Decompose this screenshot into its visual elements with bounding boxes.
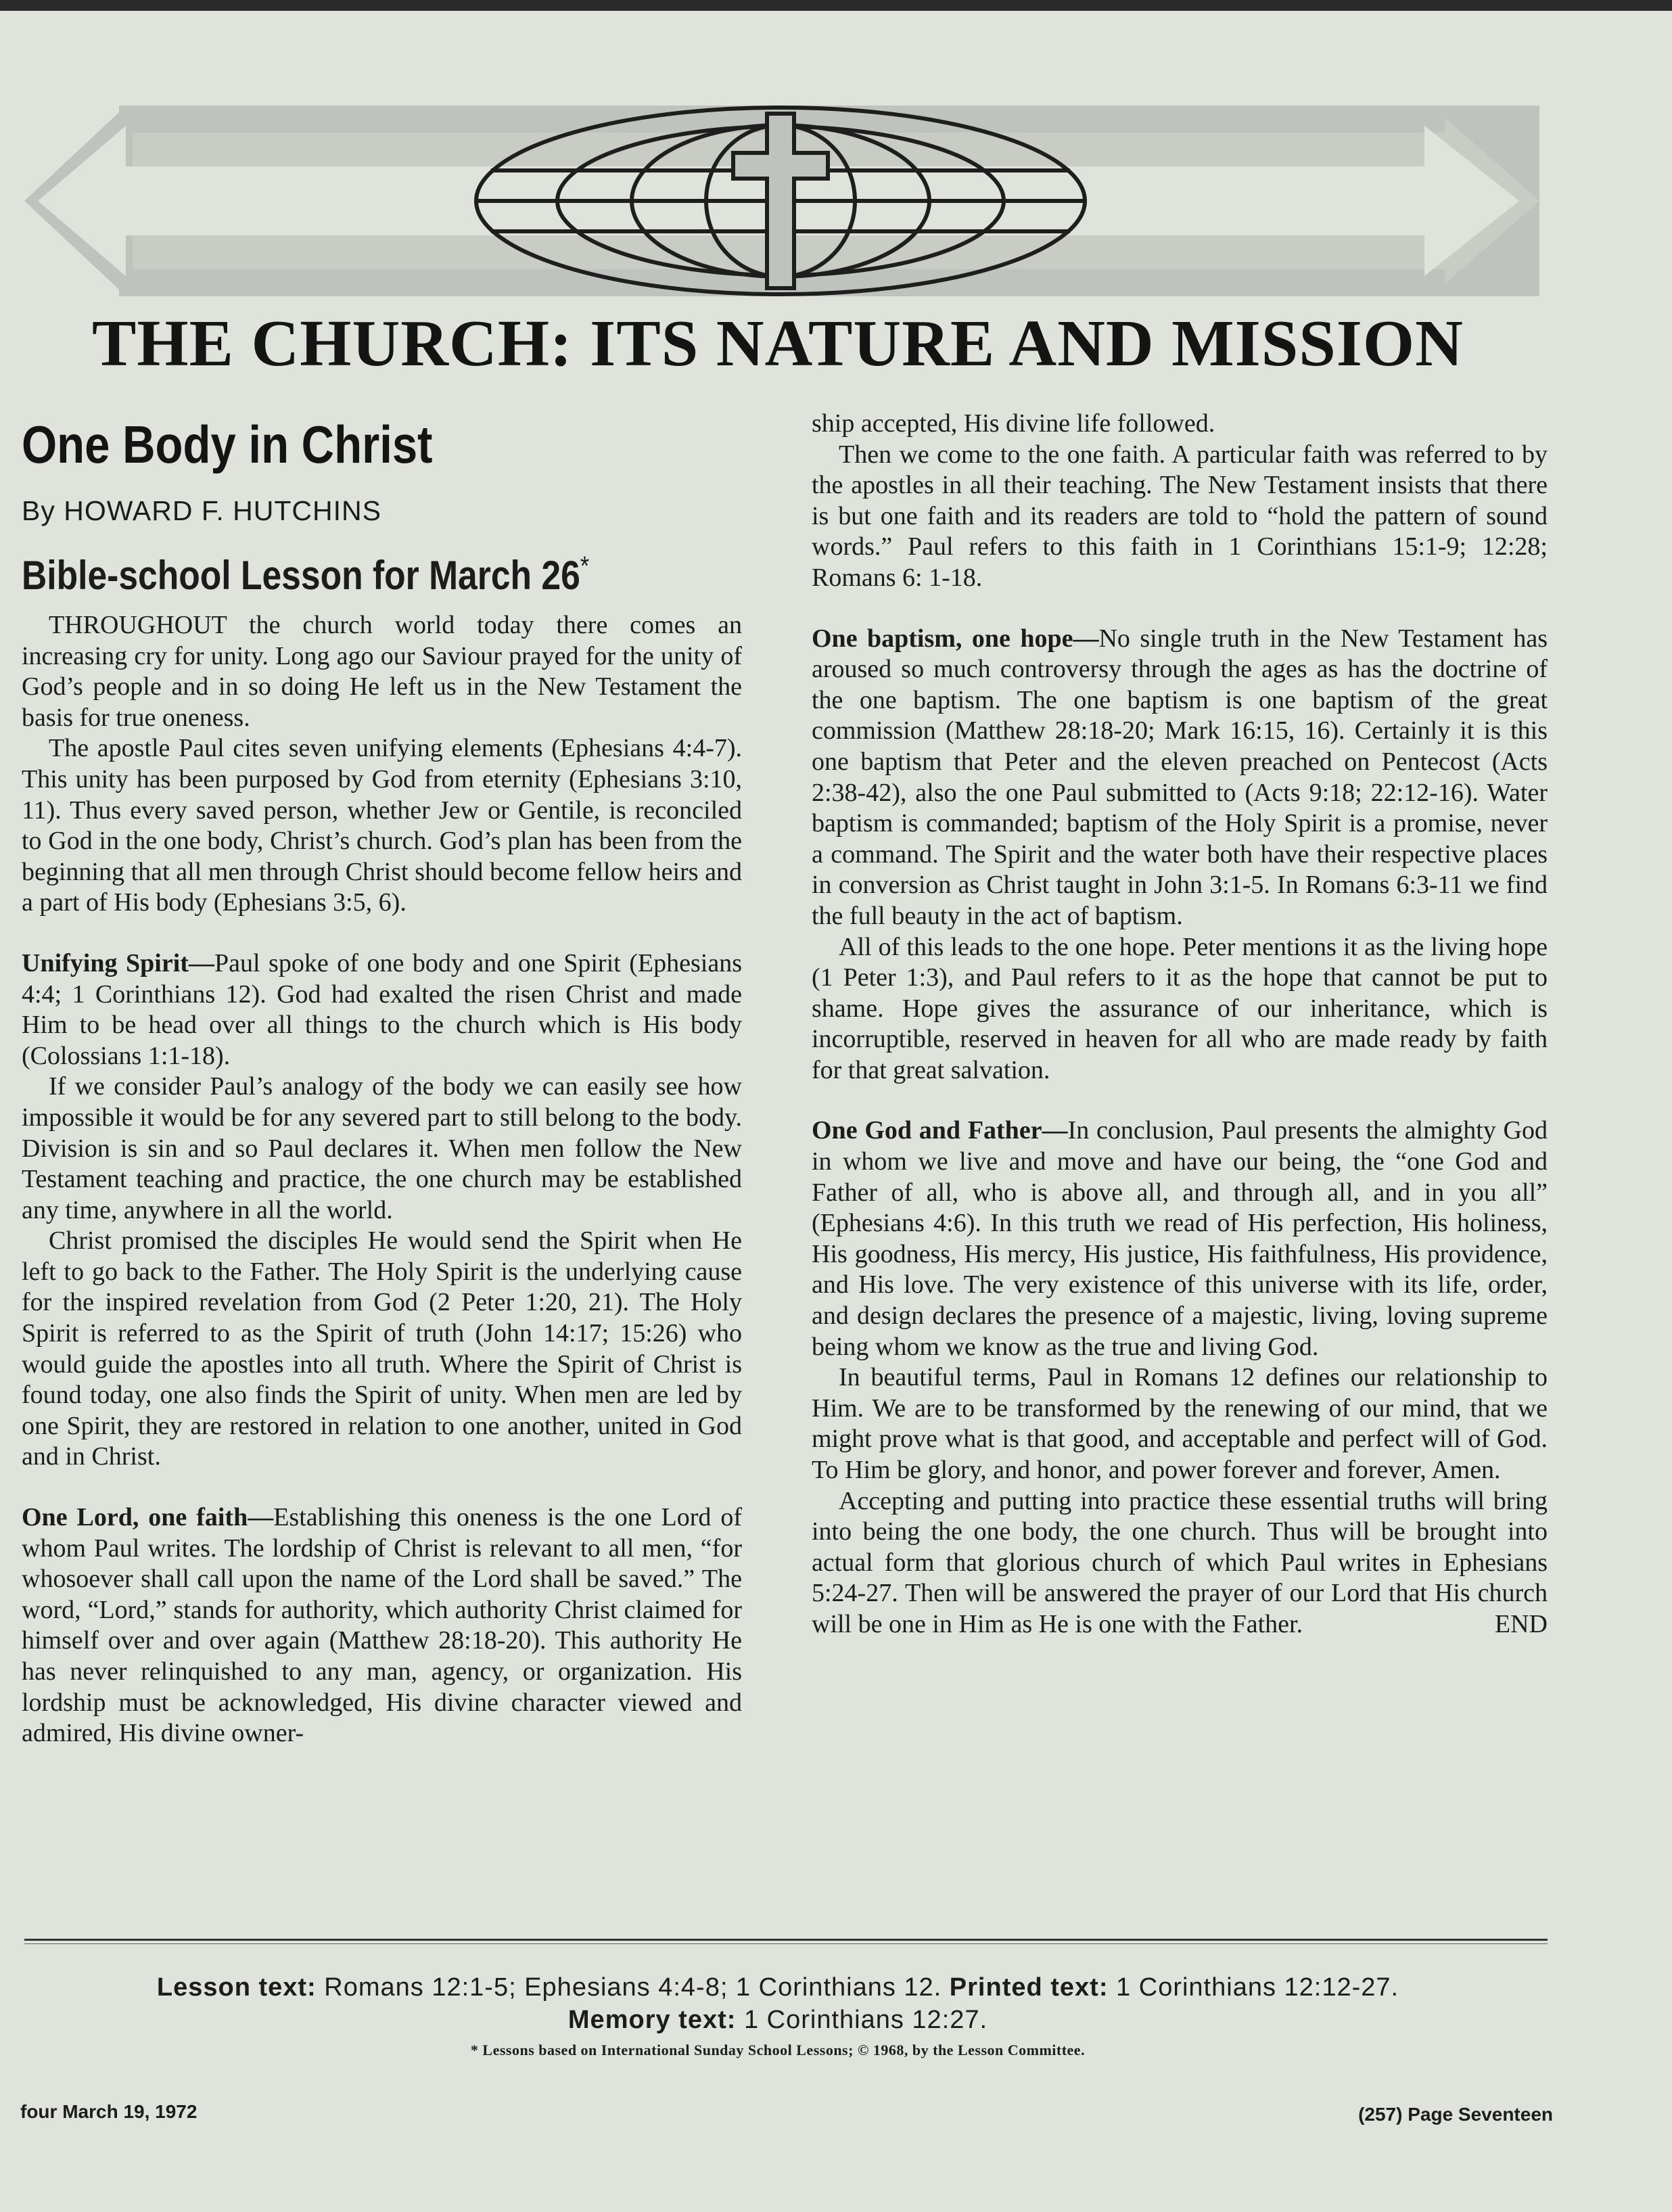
- section-heading: Unifying Spirit—: [22, 948, 214, 977]
- lesson-references: [0, 1971, 1556, 2036]
- closing-text: Accepting and putting into practice these essential truths will bring into being the one body, the one church. Thus will be brought into actual form that glorious church of which Paul writes in Ephesians 5:24-27. Then will be answered the prayer of our Lord that His church will be one in Him as He is one with the Father.: [812, 1486, 1548, 1638]
- page-headline: THE CHURCH: ITS NATURE AND MISSION: [92, 307, 1464, 380]
- printed-text-label: Printed text:: [949, 1973, 1109, 2002]
- folio-right: (257) Page Seventeen: [1358, 2104, 1553, 2125]
- article-title: One Body in Christ: [22, 415, 433, 474]
- article-column-right: [812, 409, 1548, 1640]
- section-lead: Paul spoke of one body and one Spirit (Ephesians 4:4; 1 Corinthians 12). God had exalted the risen Christ and made Him to be head over all things to the church which is His body (Colossians 1:1-18).: [22, 948, 742, 1070]
- closing-paragraph: [812, 1486, 1548, 1640]
- section-heading: One baptism, one hope—: [812, 624, 1099, 653]
- intro-paragraph: The apostle Paul cites seven unifying elements (Ephesians 4:4-7). This unity has been purposed by God from eternity (Ephesians 3:10, 11). Thus every saved person, whether Jew or Gentile, is reconciled to God in the one body, Christ’s church. God’s plan has been from the beginning that all men through Christ should become fellow heirs and a part of His body (Ephesians 3:5, 6).: [22, 734, 742, 917]
- footnote: * Lessons based on International Sunday School Lessons; © 1968, by the Lesson Committee.: [470, 2042, 1086, 2058]
- lesson-subtitle: [22, 541, 641, 601]
- globe-cross-arrows-icon: [24, 106, 1539, 296]
- scan-top-edge: [0, 0, 1672, 11]
- byline: By HOWARD F. HUTCHINS: [22, 495, 381, 526]
- lesson-line-1: [0, 1971, 1556, 2004]
- intro-paragraph: THROUGHOUT the church world today there comes an increasing cry for unity. Long ago our Saviour prayed for the unity of God’s people and in so doing He left us in the New Testament the basis for true oneness.: [22, 611, 742, 732]
- body-paragraph: All of this leads to the one hope. Peter mentions it as the living hope (1 Peter 1:3), and Paul refers to it as the hope that cannot be put to shame. Hope gives the assurance of our inheritance, which is incorruptible, reserved in heaven for all who are made ready by faith for that great salvation.: [812, 932, 1548, 1084]
- footnote-marker: *: [580, 551, 590, 581]
- lesson-line-2: [0, 2004, 1556, 2036]
- footer-rule: [24, 1939, 1548, 1944]
- body-paragraph: In beautiful terms, Paul in Romans 12 defines our relationship to Him. We are to be transformed by the renewing of our mind, that we might prove what is that good, and acceptable and perfect will of God. To Him be glory, and honor, and power forever and forever, Amen.: [812, 1363, 1548, 1484]
- section-heading: One Lord, one faith—: [22, 1503, 274, 1532]
- section-lead: Establishing this oneness is the one Lord of whom Paul writes. The lordship of Christ is relevant to all men, “for whosoever shall call upon the name of the Lord shall be saved.” The word, “Lord,” stands for authority, which authority Christ claimed for himself over and over again (Matthew 28:18-20). This authority He has never relinquished to any man, agency, or organization. His lordship must be acknowledged, His divine character viewed and admired, His divine owner-: [22, 1503, 742, 1748]
- section-one-baptism: [812, 624, 1548, 932]
- article-column-left: [22, 414, 742, 1749]
- body-paragraph: Then we come to the one faith. A particular faith was referred to by the apostles in all their teaching. The New Testament insists that there is but one faith and its readers are told to “hold the pattern of sound words.” Paul refers to this faith in 1 Corinthians 15:1-9; 12:28; Romans 6: 1-18.: [812, 440, 1548, 592]
- body-paragraph: Christ promised the disciples He would send the Spirit when He left to go back to the Father. The Holy Spirit is the underlying cause for the inspired revelation from God (2 Peter 1:20, 21). The Holy Spirit is referred to as the Spirit of truth (John 14:17; 15:26) who would guide the apostles into all truth. Where the Spirit of Christ is found today, one also finds the Spirit of unity. When men are led by one Spirit, they are restored in relation to one another, united in God and in Christ.: [22, 1226, 742, 1471]
- header-banner: [24, 106, 1539, 296]
- section-unifying-spirit: [22, 948, 742, 1072]
- section-one-god: [812, 1115, 1548, 1362]
- body-paragraph: If we consider Paul’s analogy of the body we can easily see how impossible it would be for any severed part to still belong to the body. Division is sin and so Paul declares it. When men follow the New Testament teaching and practice, the one church may be established any time, anywhere in all the world.: [22, 1072, 742, 1224]
- section-one-lord: [22, 1502, 742, 1749]
- lesson-text-label: Lesson text:: [156, 1973, 317, 2002]
- section-lead: No single truth in the New Testament has aroused so much controversy through the ages as has the doctrine of the one baptism. The one baptism is one baptism of the great commission (Matthew 28:18-20; Mark 16:15, 16). Certainly it is this one baptism that Peter and the eleven preached on Pentecost (Acts 2:38-42), also the one Paul submitted to (Acts 9:18; 22:12-16). Water baptism is commanded; baptism of the Holy Spirit is a promise, never a command. The Spirit and the water both have their respective places in conversion as Christ taught in John 3:1-5. In Romans 6:3-11 we find the full beauty in the act of baptism.: [812, 624, 1548, 930]
- lesson-text-value: Romans 12:1-5; Ephesians 4:4-8; 1 Corinthians 12.: [324, 1973, 942, 2002]
- memory-text-value: 1 Corinthians 12:27.: [743, 2006, 988, 2034]
- body-paragraph-continued: ship accepted, His divine life followed.: [812, 409, 1215, 438]
- folio-left: four March 19, 1972: [20, 2101, 198, 2122]
- printed-text-value: 1 Corinthians 12:12-27.: [1116, 1973, 1399, 2002]
- section-heading: One God and Father—: [812, 1116, 1068, 1145]
- lesson-subtitle-text: Bible-school Lesson for March 26: [22, 553, 580, 598]
- memory-text-label: Memory text:: [567, 2006, 737, 2034]
- section-lead: In conclusion, Paul presents the almighty God in whom we live and move and have our being, the “one God and Father of all, who is above all, and through all, and in you all” (Ephesians 4:6). In this truth we read of His perfection, His holiness, His goodness, His mercy, His justice, His faithfulness, His providence, and His love. The very existence of this universe with its life, order, and design declares the presence of a majestic, living, loving supreme being whom we know as the true and living God.: [812, 1116, 1548, 1361]
- end-mark: END: [1494, 1609, 1548, 1638]
